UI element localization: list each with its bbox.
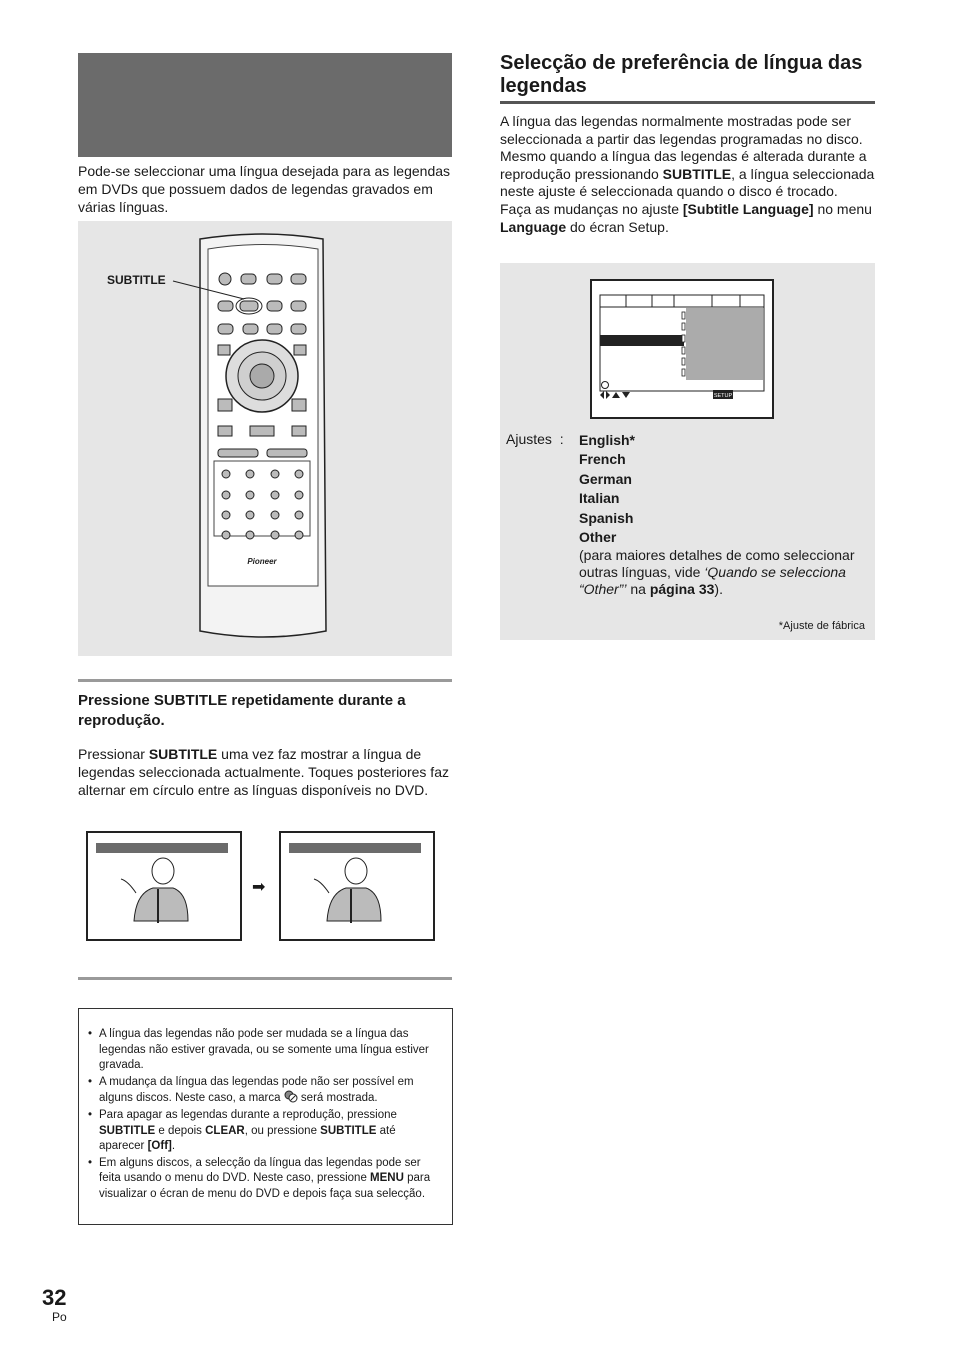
section-body: A língua das legendas normalmente mostradas pode ser seleccionada a partir das legendas programadas no disco. Mesmo quando a língua das legendas é alterada durante a reprodução pressionando SUBTITLE, a língua seleccionada neste ajuste é seleccionada quando o disco é trocado. Faça as mudanças no ajuste [Subtitle Language] no menu Language do écran Setup. <box>500 113 875 235</box>
remote-brand-text: Pioneer <box>247 557 277 566</box>
option-italian: Italian <box>579 490 620 507</box>
option-other: Other <box>579 529 617 546</box>
presenter-figure-icon <box>281 833 433 939</box>
prohibited-mark-icon <box>284 1090 298 1103</box>
setup-screen-illustration <box>590 279 774 419</box>
tv-screen-before <box>86 831 242 941</box>
intro-paragraph: Pode-se seleccionar uma língua desejada para as legendas em DVDs que possuem dados de legendas gravados em várias línguas. <box>78 163 451 215</box>
note-item: • Em alguns discos, a selecção da língua das legendas pode ser feita usando o menu do DVD. Neste caso, pressione MENU para visualizar o écran de menu do DVD e depois faça sua selecção. <box>88 1156 431 1200</box>
factory-default-note: *Ajuste de fábrica <box>778 620 865 632</box>
option-german: German <box>579 470 632 487</box>
note-item: • A língua das legendas não pode ser mudada se a língua das legendas não estiver gravada, ou se somente uma língua estiver gravada. <box>88 1028 429 1072</box>
option-note: (para maiores detalhes de como seleccionar outras línguas, vide ‘Quando se selecciona “Other”’ na página 33). <box>579 547 855 597</box>
settings-panel <box>500 263 875 640</box>
step-body-text-rest: uma vez faz mostrar a língua de legendas seleccionada actualmente. Toques posteriores faz alternar em círculo entre as línguas disponíveis no DVD. <box>78 746 449 798</box>
step-instruction-title: Pressione SUBTITLE repetidamente durante a reprodução. <box>78 692 406 729</box>
step-body-text: Pressionar <box>78 746 149 762</box>
tv-screen-after <box>279 831 435 941</box>
settings-options <box>579 431 635 547</box>
arrow-icon: ➡ <box>252 879 266 896</box>
section-divider-bottom <box>78 977 452 980</box>
notes-list <box>79 1009 452 1203</box>
option-english: English* <box>579 432 636 448</box>
step-instruction-body <box>78 745 452 799</box>
notes-box <box>78 1008 453 1225</box>
option-spanish: Spanish <box>579 509 634 526</box>
note-item: • A mudança da língua das legendas pode não ser possível em alguns discos. Neste caso, a marca será mostrada. <box>88 1075 414 1105</box>
setup-button-label: SETUP <box>713 393 733 399</box>
section-divider-top <box>78 679 452 682</box>
page-language-code: Po <box>52 1310 67 1324</box>
note-item: • Para apagar as legendas durante a reprodução, pressione SUBTITLE e depois CLEAR, ou pressione SUBTITLE até aparecer [Off]. <box>88 1108 397 1153</box>
setup-menu-graphic <box>592 281 772 417</box>
section-title: Selecção de preferência de língua das legendas <box>500 52 863 97</box>
step-body-key: SUBTITLE <box>148 746 218 762</box>
subtitle-callout-label: SUBTITLE <box>107 273 166 287</box>
page-number: 32 <box>42 1285 67 1310</box>
presenter-figure-icon <box>88 833 240 939</box>
option-french: French <box>579 451 626 468</box>
settings-label: Ajustes : <box>506 431 564 447</box>
title-underline <box>500 101 875 104</box>
section-header-bar <box>78 53 452 157</box>
